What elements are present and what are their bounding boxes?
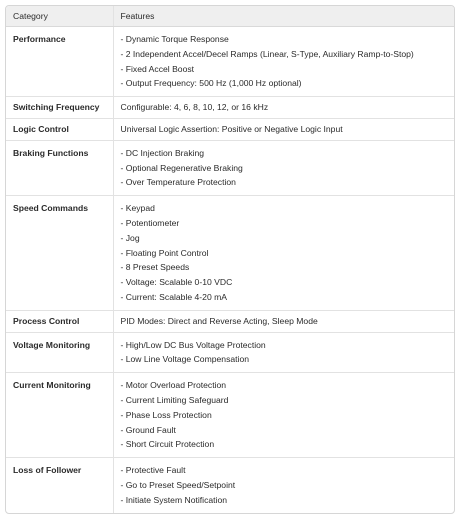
feature-item: - Output Frequency: 500 Hz (1,000 Hz optional) bbox=[120, 78, 302, 89]
table-row bbox=[6, 140, 454, 195]
feature-item: - Over Temperature Protection bbox=[120, 177, 236, 188]
feature-item: - Fixed Accel Boost bbox=[120, 63, 195, 74]
features-cell bbox=[113, 118, 454, 140]
features-table-container bbox=[5, 5, 455, 514]
feature-item: - Current: Scalable 4-20 mA bbox=[120, 291, 228, 302]
header-category: Category bbox=[6, 6, 113, 27]
feature-item: - 2 Independent Accel/Decel Ramps (Linear, S-Type, Auxiliary Ramp-to-Stop) bbox=[120, 48, 414, 59]
feature-item: - Initiate System Notification bbox=[120, 494, 228, 505]
features-cell bbox=[113, 373, 454, 458]
feature-item: - Floating Point Control bbox=[120, 247, 209, 258]
feature-item: - Ground Fault bbox=[120, 424, 176, 435]
feature-item: - Jog bbox=[120, 232, 140, 243]
table-row bbox=[6, 196, 454, 311]
feature-item: - Motor Overload Protection bbox=[120, 380, 227, 391]
category-cell: Braking Functions bbox=[6, 140, 113, 195]
header-features: Features bbox=[113, 6, 454, 27]
category-cell: Loss of Follower bbox=[6, 458, 113, 513]
feature-item: - Dynamic Torque Response bbox=[120, 34, 229, 44]
table-row bbox=[6, 310, 454, 332]
table-header-row bbox=[6, 6, 454, 27]
table-row bbox=[6, 332, 454, 373]
feature-item: - Optional Regenerative Braking bbox=[120, 162, 243, 173]
feature-item: - Low Line Voltage Compensation bbox=[120, 354, 250, 365]
features-cell bbox=[113, 196, 454, 311]
table-row bbox=[6, 373, 454, 458]
feature-item: PID Modes: Direct and Reverse Acting, Sleep Mode bbox=[120, 315, 318, 326]
table-row bbox=[6, 458, 454, 513]
features-cell bbox=[113, 97, 454, 119]
feature-item: Configurable: 4, 6, 8, 10, 12, or 16 kHz bbox=[120, 102, 269, 113]
category-cell: Performance bbox=[6, 27, 113, 97]
feature-item: - Protective Fault bbox=[120, 465, 186, 476]
feature-item: - 8 Preset Speeds bbox=[120, 262, 190, 273]
category-cell: Speed Commands bbox=[6, 196, 113, 311]
category-cell: Current Monitoring bbox=[6, 373, 113, 458]
feature-item: - Keypad bbox=[120, 203, 155, 214]
category-cell: Voltage Monitoring bbox=[6, 332, 113, 373]
feature-item: Universal Logic Assertion: Positive or Negative Logic Input bbox=[120, 123, 343, 134]
features-cell bbox=[113, 332, 454, 373]
feature-item: - Voltage: Scalable 0-10 VDC bbox=[120, 277, 233, 288]
features-table bbox=[6, 6, 454, 513]
feature-item: - Current Limiting Safeguard bbox=[120, 394, 229, 405]
features-cell bbox=[113, 140, 454, 195]
table-row bbox=[6, 118, 454, 140]
features-cell bbox=[113, 458, 454, 513]
features-cell bbox=[113, 310, 454, 332]
feature-item: - Short Circuit Protection bbox=[120, 439, 215, 450]
table-row bbox=[6, 97, 454, 119]
features-cell bbox=[113, 27, 454, 97]
feature-item: - Go to Preset Speed/Setpoint bbox=[120, 479, 236, 490]
feature-item: - DC Injection Braking bbox=[120, 147, 205, 158]
category-cell: Switching Frequency bbox=[6, 97, 113, 119]
category-cell: Logic Control bbox=[6, 118, 113, 140]
feature-item: - Phase Loss Protection bbox=[120, 409, 212, 420]
feature-item: - High/Low DC Bus Voltage Protection bbox=[120, 339, 266, 350]
feature-item: - Potentiometer bbox=[120, 217, 180, 228]
table-row bbox=[6, 27, 454, 97]
category-cell: Process Control bbox=[6, 310, 113, 332]
